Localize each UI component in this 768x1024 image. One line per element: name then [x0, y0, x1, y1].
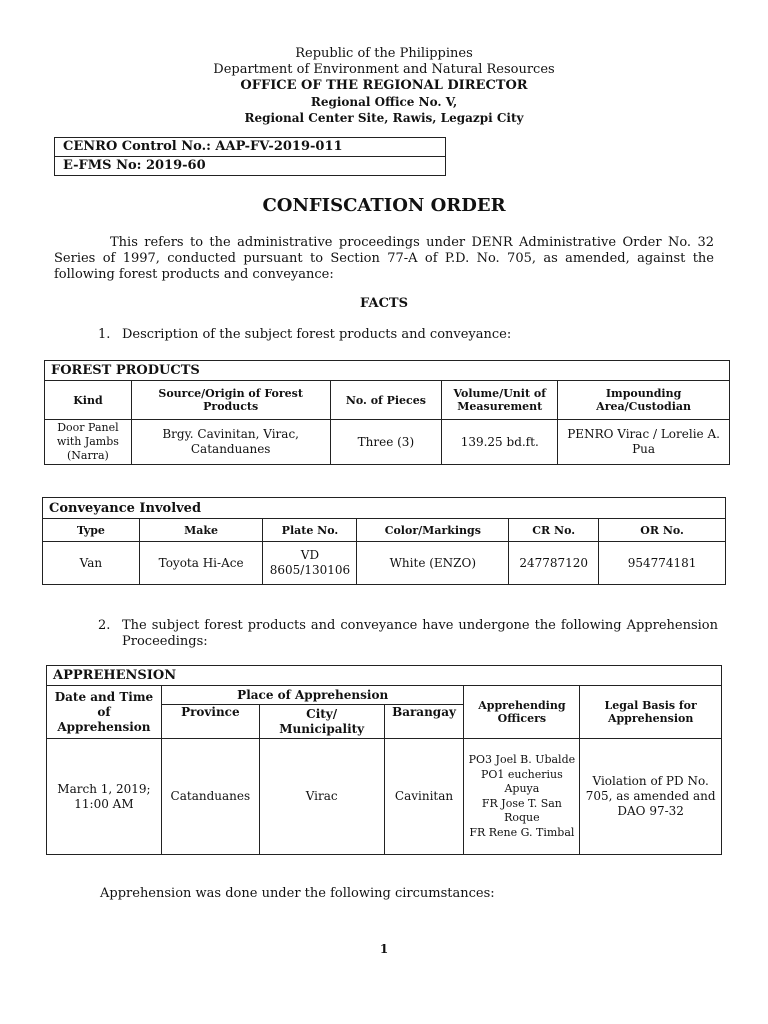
- document-title: CONFISCATION ORDER: [262, 195, 506, 216]
- conveyance-plate: VD 8605/130106: [263, 542, 357, 585]
- header-color: Color/Markings: [357, 519, 509, 542]
- header-cr: CR No.: [509, 519, 599, 542]
- header-officers: Apprehending Officers: [464, 686, 580, 739]
- conveyance-cr: 247787120: [509, 542, 599, 585]
- item1-number: 1.: [98, 327, 111, 342]
- product-volume: 139.25 bd.ft.: [442, 420, 558, 465]
- letterhead-republic: Republic of the Philippines: [295, 46, 473, 61]
- page-number: 1: [379, 942, 389, 956]
- conveyance-table: [42, 497, 726, 585]
- conveyance-title: Conveyance Involved: [43, 498, 726, 519]
- header-make: Make: [139, 519, 263, 542]
- table-row: [43, 542, 726, 585]
- header-or: OR No.: [599, 519, 726, 542]
- header-province: Province: [161, 705, 259, 739]
- apprehension-barangay: Cavinitan: [384, 739, 464, 855]
- facts-heading: FACTS: [360, 296, 408, 311]
- cenro-control-number: CENRO Control No.: AAP-FV-2019-011: [63, 139, 343, 154]
- efms-number: E-FMS No: 2019-60: [55, 156, 445, 175]
- legal-basis: Violation of PD No. 705, as amended and DAO 97-32: [580, 739, 722, 855]
- header-source: Source/Origin of Forest Products: [131, 381, 330, 420]
- apprehending-officers: [464, 739, 580, 855]
- apprehension-table: [46, 665, 722, 855]
- officer-name: PO1 eucherius Apuya: [481, 767, 563, 795]
- conveyance-type: Van: [43, 542, 140, 585]
- table-row: [45, 420, 730, 465]
- conveyance-color: White (ENZO): [357, 542, 509, 585]
- apprehension-title: APPREHENSION: [47, 666, 722, 686]
- header-date-time: Date and Time of Apprehension: [47, 686, 162, 739]
- header-city: City/ Municipality: [259, 705, 384, 739]
- product-kind: Door Panel with Jambs (Narra): [45, 420, 132, 465]
- header-kind: Kind: [45, 381, 132, 420]
- officer-name: FR Jose T. San Roque: [481, 796, 562, 824]
- forest-products-table: [44, 360, 730, 465]
- header-barangay: Barangay: [384, 705, 464, 739]
- control-number-box: [54, 137, 446, 176]
- circumstances-text: Apprehension was done under the following circumstances:: [100, 886, 495, 901]
- forest-products-title: FOREST PRODUCTS: [45, 361, 730, 381]
- letterhead-department: Department of Environment and Natural Resources: [213, 62, 555, 77]
- conveyance-or: 954774181: [599, 542, 726, 585]
- header-type: Type: [43, 519, 140, 542]
- apprehension-province: Catanduanes: [161, 739, 259, 855]
- letterhead-office: OFFICE OF THE REGIONAL DIRECTOR: [240, 78, 528, 93]
- apprehension-date: March 1, 2019; 11:00 AM: [47, 739, 162, 855]
- product-custodian: PENRO Virac / Lorelie A. Pua: [558, 420, 730, 465]
- table-row: [47, 739, 722, 855]
- intro-paragraph: This refers to the administrative proceedings under DENR Administrative Order No. 32 Series of 1997, conducted pursuant to Section 77-A of P.D. No. 705, as amended, against the following forest products and conveyance:: [54, 235, 714, 282]
- conveyance-make: Toyota Hi-Ace: [139, 542, 263, 585]
- header-pieces: No. of Pieces: [330, 381, 442, 420]
- letterhead-regional-office: Regional Office No. V,: [310, 95, 458, 109]
- officer-name: FR Rene G. Timbal: [469, 825, 575, 839]
- item2-number: 2.: [98, 618, 111, 633]
- header-impounding: Impounding Area/Custodian: [558, 381, 730, 420]
- officer-name: PO3 Joel B. Ubalde: [468, 753, 576, 766]
- apprehension-city: Virac: [259, 739, 384, 855]
- header-plate: Plate No.: [263, 519, 357, 542]
- item2-text: The subject forest products and conveyance have undergone the following Apprehension Proceedings:: [122, 618, 718, 649]
- product-source: Brgy. Cavinitan, Virac, Catanduanes: [131, 420, 330, 465]
- header-legal-basis: Legal Basis for Apprehension: [580, 686, 722, 739]
- header-place: Place of Apprehension: [161, 686, 464, 705]
- letterhead-address: Regional Center Site, Rawis, Legazpi City: [244, 111, 524, 125]
- header-volume: Volume/Unit of Measurement: [442, 381, 558, 420]
- item1-text: Description of the subject forest products and conveyance:: [122, 327, 512, 342]
- product-pieces: Three (3): [330, 420, 442, 465]
- letterhead: [0, 46, 768, 126]
